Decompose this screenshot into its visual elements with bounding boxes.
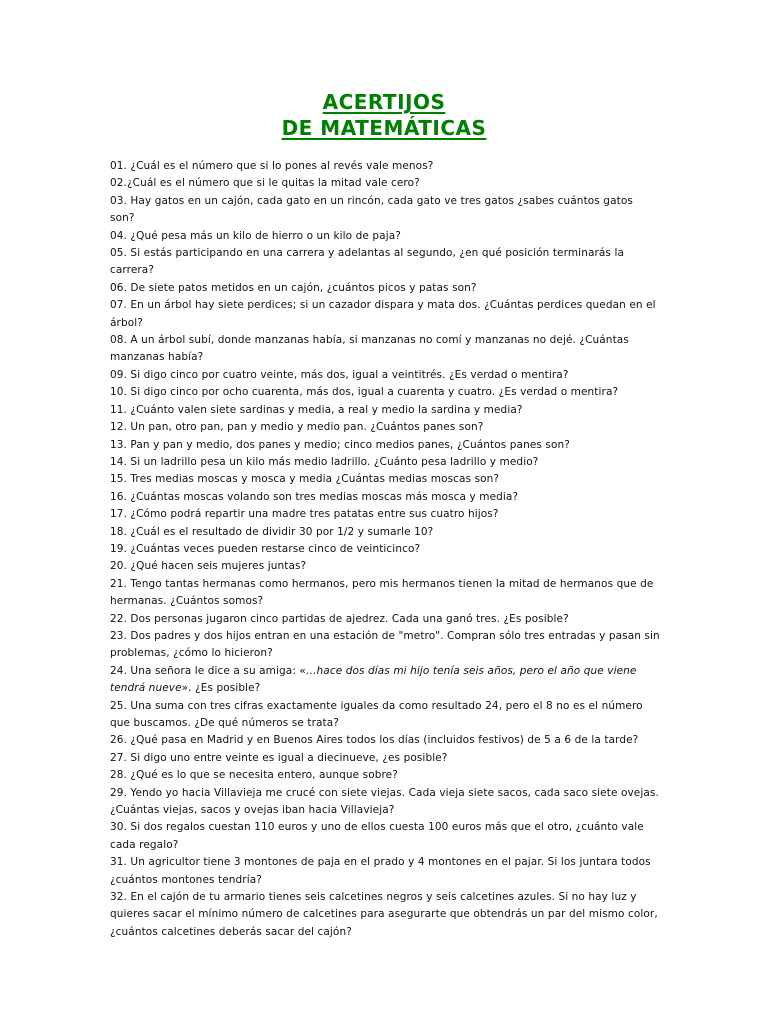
riddle-item: 10. Si digo cinco por ocho cuarenta, más dos, igual a cuarenta y cuatro. ¿Es verdad o mentira?: [110, 386, 619, 399]
riddle-item: 13. Pan y pan y medio, dos panes y medio; cinco medios panes, ¿Cuántos panes son?: [110, 438, 570, 451]
title-line-1: ACERTIJOS: [322, 90, 446, 114]
title-block: [0, 89, 768, 141]
riddle-item: 08. A un árbol subí, donde manzanas había, si manzanas no comí y manzanas no dejé. ¿Cuántas manzanas había?: [110, 334, 629, 364]
riddle-item: 11. ¿Cuánto valen siete sardinas y media, a real y medio la sardina y media?: [110, 403, 523, 416]
riddle-item: 15. Tres medias moscas y mosca y media ¿Cuántas medias moscas son?: [110, 473, 500, 486]
riddle-item: 27. Si digo uno entre veinte es igual a diecinueve, ¿es posible?: [110, 751, 448, 764]
riddle-item: 23. Dos padres y dos hijos entran en una estación de "metro". Compran sólo tres entradas y pasan sin problemas, ¿cómo lo hicieron?: [110, 629, 660, 660]
riddle-item: 07. En un árbol hay siete perdices; si un cazador dispara y mata dos. ¿Cuántas perdices quedan en el árbol?: [110, 299, 656, 329]
riddle-24-suffix: ». ¿Es posible?: [181, 682, 261, 695]
riddle-item: 22. Dos personas jugaron cinco partidas de ajedrez. Cada una ganó tres. ¿Es posible?: [110, 612, 569, 625]
riddle-item: 28. ¿Qué es lo que se necesita entero, aunque sobre?: [110, 769, 398, 782]
riddle-item-24: [110, 663, 660, 698]
riddle-item: 29. Yendo yo hacia Villavieja me crucé con siete viejas. Cada vieja siete sacos, cada saco siete ovejas. ¿Cuántas viejas, sacos y ovejas iban hacia Villavieja?: [110, 786, 659, 817]
riddle-item: 32. En el cajón de tu armario tienes seis calcetines negros y seis calcetines azules. Si no hay luz y quieres sacar el mínimo número de calcetines para asegurarte que obtendrás un par del mismo color, ¿cuántos calcetines deberás sacar del cajón?: [110, 891, 658, 938]
riddle-item: 06. De siete patos metidos en un cajón, ¿cuántos picos y patas son?: [110, 281, 477, 294]
riddle-24-quote: …hace dos días mi hijo tenía seis años, pero el año que viene tendrá nueve: [110, 664, 637, 695]
riddle-item: 03. Hay gatos en un cajón, cada gato en un rincón, cada gato ve tres gatos ¿sabes cuántos gatos son?: [110, 194, 633, 225]
riddle-item: 14. Si un ladrillo pesa un kilo más medio ladrillo. ¿Cuánto pesa ladrillo y medio?: [110, 455, 539, 468]
riddle-item: 19. ¿Cuántas veces pueden restarse cinco de veinticinco?: [110, 542, 421, 555]
riddle-item: 05. Si estás participando en una carrera y adelantas al segundo, ¿en qué posición terminarás la carrera?: [110, 247, 624, 277]
riddle-item: 18. ¿Cuál es el resultado de dividir 30 por 1/2 y sumarle 10?: [110, 525, 434, 538]
riddle-item: 25. Una suma con tres cifras exactamente iguales da como resultado 24, pero el 8 no es el número que buscamos. ¿De qué números se trata?: [110, 699, 643, 729]
riddle-item: 31. Un agricultor tiene 3 montones de paja en el prado y 4 montones en el pajar. Si los juntara todos ¿cuántos montones tendría?: [110, 856, 651, 886]
riddle-item: 02.¿Cuál es el número que si le quitas la mitad vale cero?: [110, 177, 420, 190]
riddle-item: 20. ¿Qué hacen seis mujeres juntas?: [110, 560, 307, 573]
riddle-item: 30. Si dos regalos cuestan 110 euros y uno de ellos cuesta 100 euros más que el otro, ¿cuánto vale cada regalo?: [110, 821, 644, 851]
riddle-item: 12. Un pan, otro pan, pan y medio y medio pan. ¿Cuántos panes son?: [110, 421, 484, 434]
riddle-item: 04. ¿Qué pesa más un kilo de hierro o un kilo de paja?: [110, 229, 401, 242]
riddle-item: 26. ¿Qué pasa en Madrid y en Buenos Aires todos los días (incluidos festivos) de 5 a 6 de la tarde?: [110, 734, 639, 747]
riddle-24-prefix: 24. Una señora le dice a su amiga: «: [110, 664, 306, 677]
riddle-item: 17. ¿Cómo podrá repartir una madre tres patatas entre sus cuatro hijos?: [110, 508, 499, 521]
riddle-item: 21. Tengo tantas hermanas como hermanos, pero mis hermanos tienen la mitad de hermanos que de hermanas. ¿Cuántos somos?: [110, 577, 654, 608]
riddle-item: 01. ¿Cuál es el número que si lo pones al revés vale menos?: [110, 160, 434, 172]
title-line-2: DE MATEMÁTICAS: [281, 116, 487, 140]
riddle-item: 16. ¿Cuántas moscas volando son tres medias moscas más mosca y media?: [110, 490, 519, 503]
riddle-list: [110, 158, 660, 941]
riddle-item: 09. Si digo cinco por cuatro veinte, más dos, igual a veintitrés. ¿Es verdad o mentira?: [110, 368, 569, 381]
